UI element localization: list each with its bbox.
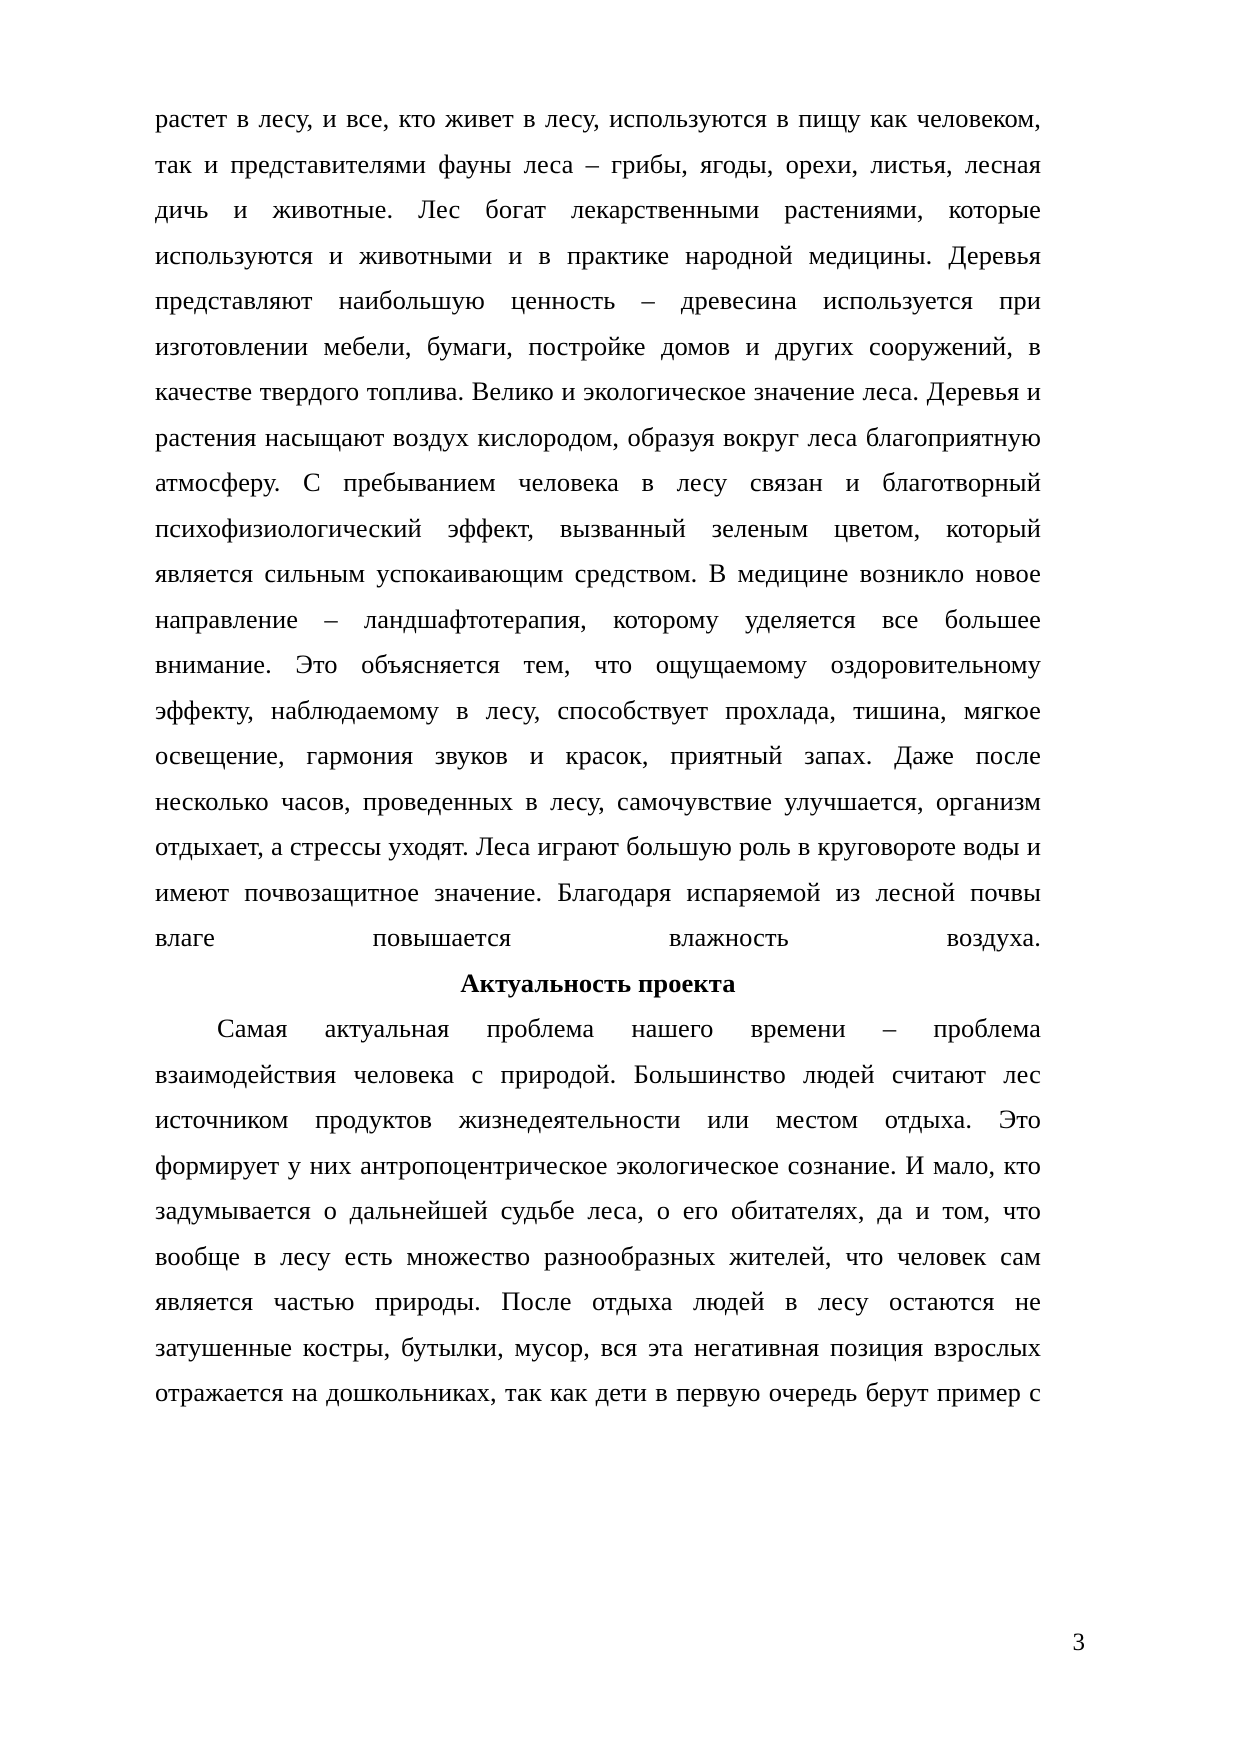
page-content (155, 96, 1041, 1416)
paragraph-forest-resources: растет в лесу, и все, кто живет в лесу, используются в пищу как человеком, так и представителями фауны леса – грибы, ягоды, орехи, листья, лесная дичь и животные. Лес богат лекарственными растениями, которые используются и животными и в практике народной медицины. Деревья представляют наибольшую ценность – древесина используется при изготовлении мебели, бумаги, постройке домов и других сооружений, в качестве твердого топлива. Велико и экологическое значение леса. Деревья и растения насыщают воздух кислородом, образуя вокруг леса благоприятную атмосферу. С пребыванием человека в лесу связан и благотворный психофизиологический эффект, вызванный зеленым цветом, который является сильным успокаивающим средством. В медицине возникло новое направление – ландшафтотерапия, которому уделяется все большее внимание. Это объясняется тем, что ощущаемому оздоровительному эффекту, наблюдаемому в лесу, способствует прохлада, тишина, мягкое освещение, гармония звуков и красок, приятный запах. Даже после несколько часов, проведенных в лесу, самочувствие улучшается, организм отдыхает, а стрессы уходят. Леса играют большую роль в круговороте воды и имеют почвозащитное значение. Благодаря испаряемой из лесной почвы влаге повышается влажность воздуха. (155, 103, 1041, 952)
paragraph-relevance: Самая актуальная проблема нашего времени – проблема взаимодействия человека с природой. Большинство людей считают лес источником продуктов жизнедеятельности или местом отдыха. Это формирует у них антропоцентрическое экологическое сознание. И мало, кто задумывается о дальнейшей судьбе леса, о его обитателях, да и том, что вообще в лесу есть множество разнообразных жителей, что человек сам является частью природы. После отдыха людей в лесу остаются не затушенные костры, бутылки, мусор, вся эта негативная позиция взрослых отражается на дошкольниках, так как дети в первую очередь берут пример с (155, 1013, 1041, 1407)
page-number: 3 (1072, 1629, 1085, 1656)
heading-relevance: Актуальность проекта (460, 967, 736, 998)
